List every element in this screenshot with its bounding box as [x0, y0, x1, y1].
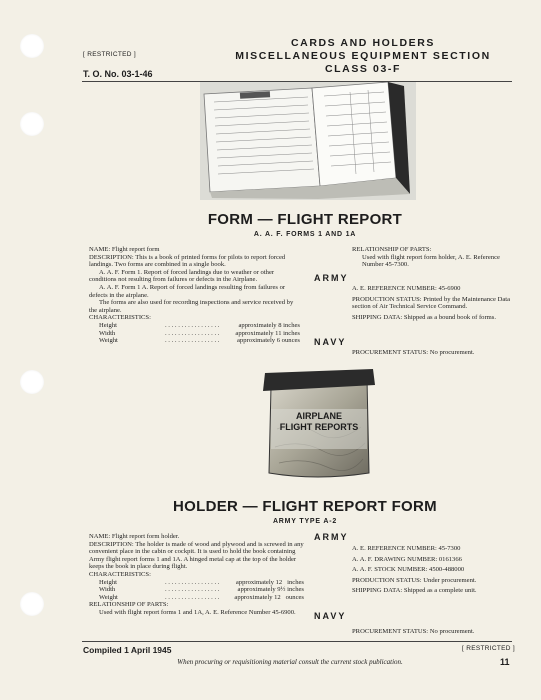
form-char-label: Weight [99, 337, 118, 345]
holder-ae-reference: A. E. REFERENCE NUMBER: 45-7300 [352, 545, 461, 552]
form-section-title: FORM — FLIGHT REPORT [207, 211, 403, 228]
holder-char-label: Width [99, 586, 116, 594]
compiled-date: Compiled 1 April 1945 [83, 645, 172, 655]
holder-section-subtitle: ARMY TYPE A-2 [272, 518, 338, 525]
form-char-value: approximately 11 inches [235, 329, 300, 337]
header-title [222, 37, 504, 76]
punch-hole [20, 370, 44, 394]
page-number: 11 [500, 657, 510, 667]
holder-name: NAME: Flight report form holder. [89, 533, 180, 540]
flight-report-form-photo [200, 82, 416, 200]
holder-characteristics-label: CHARACTERISTICS: [89, 570, 151, 578]
form-army-details [352, 285, 515, 321]
form-army-label: ARMY [314, 273, 349, 283]
holder-char-value: approximately 12 ounces [234, 593, 304, 601]
holder-sign-line2: FLIGHT REPORTS [279, 422, 359, 432]
holder-army-details [352, 545, 517, 595]
header-title-line1: CARDS AND HOLDERS [290, 37, 436, 49]
form-description-p3: The forms are also used for recording inspections and service received by the airplane. [89, 299, 294, 314]
holder-char-label: Height [99, 578, 117, 586]
form-char-row: Weight . . . . . . . . . . . . . . . . . approximately 6 ounces [89, 337, 300, 345]
form-name: NAME: Flight report form [89, 246, 160, 253]
holder-sign-line1: AIRPLANE [295, 411, 342, 421]
holder-description: DESCRIPTION: The holder is made of wood and plywood and is screwed in any convenient place in the cabin or cockpit. It is used to hold the book containing Army flight report forms 1 and 1A. A hinged metal cap at the top of the holder keeps the book in place during flight. [89, 540, 304, 571]
form-left-column [89, 246, 300, 345]
holder-army-label: ARMY [314, 532, 349, 542]
holder-aaf-stock: A. A. F. STOCK NUMBER: 4500-488000 [352, 566, 465, 574]
holder-left-column [89, 533, 304, 617]
holder-relationship-label: RELATIONSHIP OF PARTS: [89, 601, 169, 609]
form-description-p1: A. A. F. Form 1. Report of forced landings due to weather or other conditions not resulting from failures or defects in the Airplane. [89, 268, 275, 284]
form-char-label: Height [99, 321, 117, 329]
holder-char-row: Height . . . . . . . . . . . . . . . . . approximately 12 inches [89, 579, 304, 587]
form-description-intro: DESCRIPTION: This is a book of printed forms for pilots to report forced landings. Two forms are combined in a single book. [89, 253, 286, 269]
form-relationship-block [352, 246, 515, 269]
form-characteristics-label: CHARACTERISTICS: [89, 314, 151, 322]
holder-production-status: PRODUCTION STATUS: Under procurement. [352, 576, 477, 584]
holder-navy-label: NAVY [314, 611, 347, 621]
holder-char-label: Weight [99, 593, 118, 601]
form-relationship-text: Used with flight report form holder, A. E. Reference Number 45-7300. [362, 253, 500, 269]
header-title-line3: CLASS 03-F [324, 63, 402, 75]
footer-restricted-label: [ RESTRICTED ] [462, 645, 515, 652]
form-book-illustration [200, 82, 416, 200]
holder-photo [257, 369, 383, 491]
header-title-line2: MISCELLANEOUS EQUIPMENT SECTION [235, 50, 491, 62]
procurement-note: When procuring or requisitioning material consult the current stock publication. [177, 658, 403, 666]
form-relationship-label: RELATIONSHIP OF PARTS: [352, 246, 432, 253]
holder-char-value: approximately 12 inches [235, 578, 304, 586]
form-production-status: PRODUCTION STATUS: Printed by the Maintenance Data section of Air Technical Service Command. [352, 295, 511, 311]
form-shipping-data: SHIPPING DATA: Shipped as a bound book of forms. [352, 313, 496, 321]
form-char-value: approximately 8 inches [238, 321, 300, 329]
holder-shipping-data: SHIPPING DATA: Shipped as a complete unit. [352, 587, 477, 595]
holder-section-title: HOLDER — FLIGHT REPORT FORM [173, 498, 437, 515]
restricted-label: [ RESTRICTED ] [83, 51, 136, 58]
form-char-value: approximately 6 ounces [237, 337, 300, 345]
punch-hole [20, 112, 44, 136]
punch-hole [20, 592, 44, 616]
form-description-p2: A. A. F. Form 1 A. Report of forced landings resulting from failures or defects in the airplane. [89, 283, 286, 299]
holder-sign [269, 411, 369, 433]
form-procurement-status: PROCUREMENT STATUS: No procurement. [352, 349, 475, 356]
form-navy-label: NAVY [314, 337, 347, 347]
holder-char-row: Weight . . . . . . . . . . . . . . . . . approximately 12 ounces [89, 594, 304, 602]
form-char-label: Width [99, 329, 116, 337]
holder-char-row: Width . . . . . . . . . . . . . . . . . approximately 9½ inches [89, 586, 304, 594]
holder-procurement-status: PROCUREMENT STATUS: No procurement. [352, 628, 475, 635]
holder-aaf-drawing: A. A. F. DRAWING NUMBER: 0161366 [352, 555, 462, 563]
to-number: T. O. No. 03-1-46 [83, 69, 153, 79]
footer-rule [82, 641, 512, 642]
form-section-subtitle: A. A. F. FORMS 1 AND 1A [253, 231, 357, 238]
punch-hole [20, 34, 44, 58]
form-char-row: Height . . . . . . . . . . . . . . . . . approximately 8 inches [89, 322, 300, 330]
holder-relationship-text: Used with flight report forms 1 and 1A, A. E. Reference Number 45-6900. [99, 608, 296, 616]
form-char-row: Width . . . . . . . . . . . . . . . . . approximately 11 inches [89, 330, 300, 338]
form-ae-reference: A. E. REFERENCE NUMBER: 45-6900 [352, 285, 461, 292]
holder-char-value: approximately 9½ inches [237, 586, 304, 594]
